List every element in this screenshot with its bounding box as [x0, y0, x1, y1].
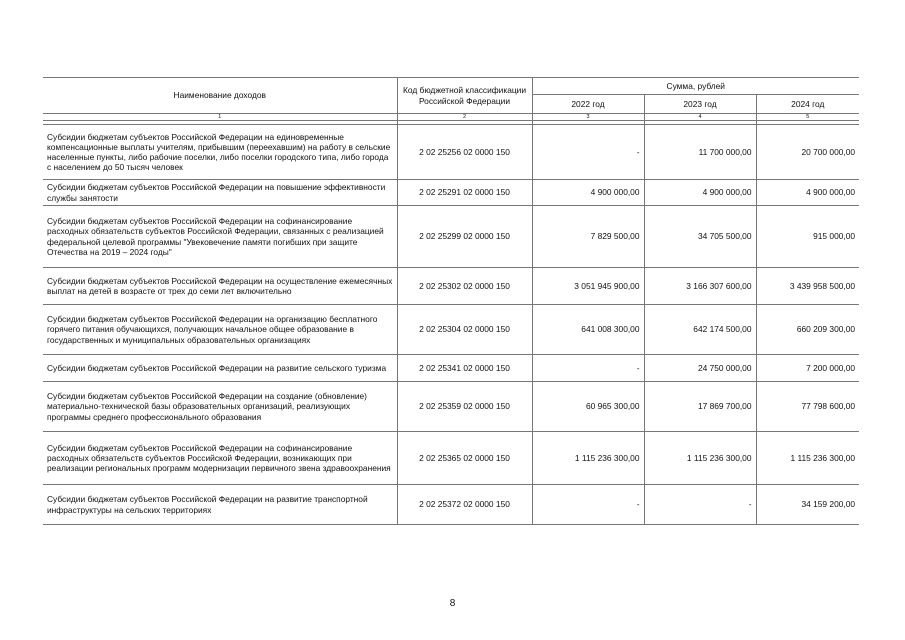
table-row [43, 382, 859, 432]
amount-2023: 1 115 236 300,00 [644, 432, 756, 485]
amount-2023: 11 700 000,00 [644, 125, 756, 180]
amount-2023: 3 166 307 600,00 [644, 268, 756, 305]
income-name: Субсидии бюджетам субъектов Российской Федерации на осуществление ежемесячных выплат на детей в возрасте от трех до семи лет включительно [43, 268, 397, 305]
table-row [43, 485, 859, 525]
budget-code: 2 02 25365 02 0000 150 [397, 432, 532, 485]
table-row [43, 432, 859, 485]
table-row [43, 355, 859, 382]
income-name: Субсидии бюджетам субъектов Российской Федерации на развитие транспортной инфраструктуры на сельских территориях [43, 485, 397, 525]
amount-2022: 1 115 236 300,00 [532, 432, 644, 485]
amount-2022: 3 051 945 900,00 [532, 268, 644, 305]
income-name: Субсидии бюджетам субъектов Российской Федерации на единовременные компенсационные выплаты учителям, прибывшим (переехавшим) на работу в сельские населенные пункты, либо рабочие поселки, либо поселки городского типа, либо города с населением до 50 тысяч человек [43, 125, 397, 180]
amount-2023: 24 750 000,00 [644, 355, 756, 382]
amount-2022: - [532, 355, 644, 382]
amount-2023: 4 900 000,00 [644, 180, 756, 206]
header-sum: Сумма, рублей [532, 78, 859, 95]
income-name: Субсидии бюджетам субъектов Российской Федерации на создание (обновление) материально-технической базы образовательных организаций, реализующих программы среднего профессионального образования [43, 382, 397, 432]
amount-2022: 641 008 300,00 [532, 305, 644, 355]
amount-2024: 4 900 000,00 [756, 180, 859, 206]
amount-2023: 17 869 700,00 [644, 382, 756, 432]
budget-income-table [43, 77, 859, 525]
column-number: 2 [397, 114, 532, 121]
table-row [43, 268, 859, 305]
column-number: 1 [43, 114, 397, 121]
budget-code: 2 02 25256 02 0000 150 [397, 125, 532, 180]
amount-2022: - [532, 125, 644, 180]
header-budget-code: Код бюджетной классификации Российской Федерации [397, 78, 532, 114]
income-name: Субсидии бюджетам субъектов Российской Федерации на организацию бесплатного горячего питания обучающихся, получающих начальное общее образование в государственных и муниципальных образовательных организациях [43, 305, 397, 355]
amount-2023: 642 174 500,00 [644, 305, 756, 355]
header-income-name: Наименование доходов [43, 78, 397, 114]
table-row [43, 305, 859, 355]
amount-2023: - [644, 485, 756, 525]
amount-2024: 1 115 236 300,00 [756, 432, 859, 485]
amount-2024: 7 200 000,00 [756, 355, 859, 382]
income-name: Субсидии бюджетам субъектов Российской Федерации на развитие сельского туризма [43, 355, 397, 382]
amount-2023: 34 705 500,00 [644, 206, 756, 268]
header-year-2022: 2022 год [532, 95, 644, 114]
budget-code: 2 02 25302 02 0000 150 [397, 268, 532, 305]
amount-2024: 3 439 958 500,00 [756, 268, 859, 305]
page-number: 8 [449, 598, 456, 609]
budget-code: 2 02 25372 02 0000 150 [397, 485, 532, 525]
budget-code: 2 02 25304 02 0000 150 [397, 305, 532, 355]
amount-2024: 660 209 300,00 [756, 305, 859, 355]
table-row [43, 206, 859, 268]
amount-2022: 7 829 500,00 [532, 206, 644, 268]
amount-2024: 915 000,00 [756, 206, 859, 268]
income-name: Субсидии бюджетам субъектов Российской Федерации на софинансирование расходных обязательств субъектов Российской Федерации, связанных с реализацией федеральной целевой программы "Увековечение памяти погибших при защите Отечества на 2019 – 2024 годы" [43, 206, 397, 268]
amount-2022: 4 900 000,00 [532, 180, 644, 206]
budget-code: 2 02 25359 02 0000 150 [397, 382, 532, 432]
column-number: 3 [532, 114, 644, 121]
table-row [43, 180, 859, 206]
amount-2024: 77 798 600,00 [756, 382, 859, 432]
column-number: 5 [756, 114, 859, 121]
table-row [43, 125, 859, 180]
income-name: Субсидии бюджетам субъектов Российской Федерации на софинансирование расходных обязательств субъектов Российской Федерации, возникающих при реализации региональных программ модернизации первичного звена здравоохранения [43, 432, 397, 485]
amount-2024: 34 159 200,00 [756, 485, 859, 525]
budget-code: 2 02 25341 02 0000 150 [397, 355, 532, 382]
column-number: 4 [644, 114, 756, 121]
header-year-2023: 2023 год [644, 95, 756, 114]
amount-2022: 60 965 300,00 [532, 382, 644, 432]
amount-2022: - [532, 485, 644, 525]
budget-code: 2 02 25291 02 0000 150 [397, 180, 532, 206]
income-name: Субсидии бюджетам субъектов Российской Федерации на повышение эффективности службы занятости [43, 180, 397, 206]
budget-code: 2 02 25299 02 0000 150 [397, 206, 532, 268]
header-year-2024: 2024 год [756, 95, 859, 114]
amount-2024: 20 700 000,00 [756, 125, 859, 180]
